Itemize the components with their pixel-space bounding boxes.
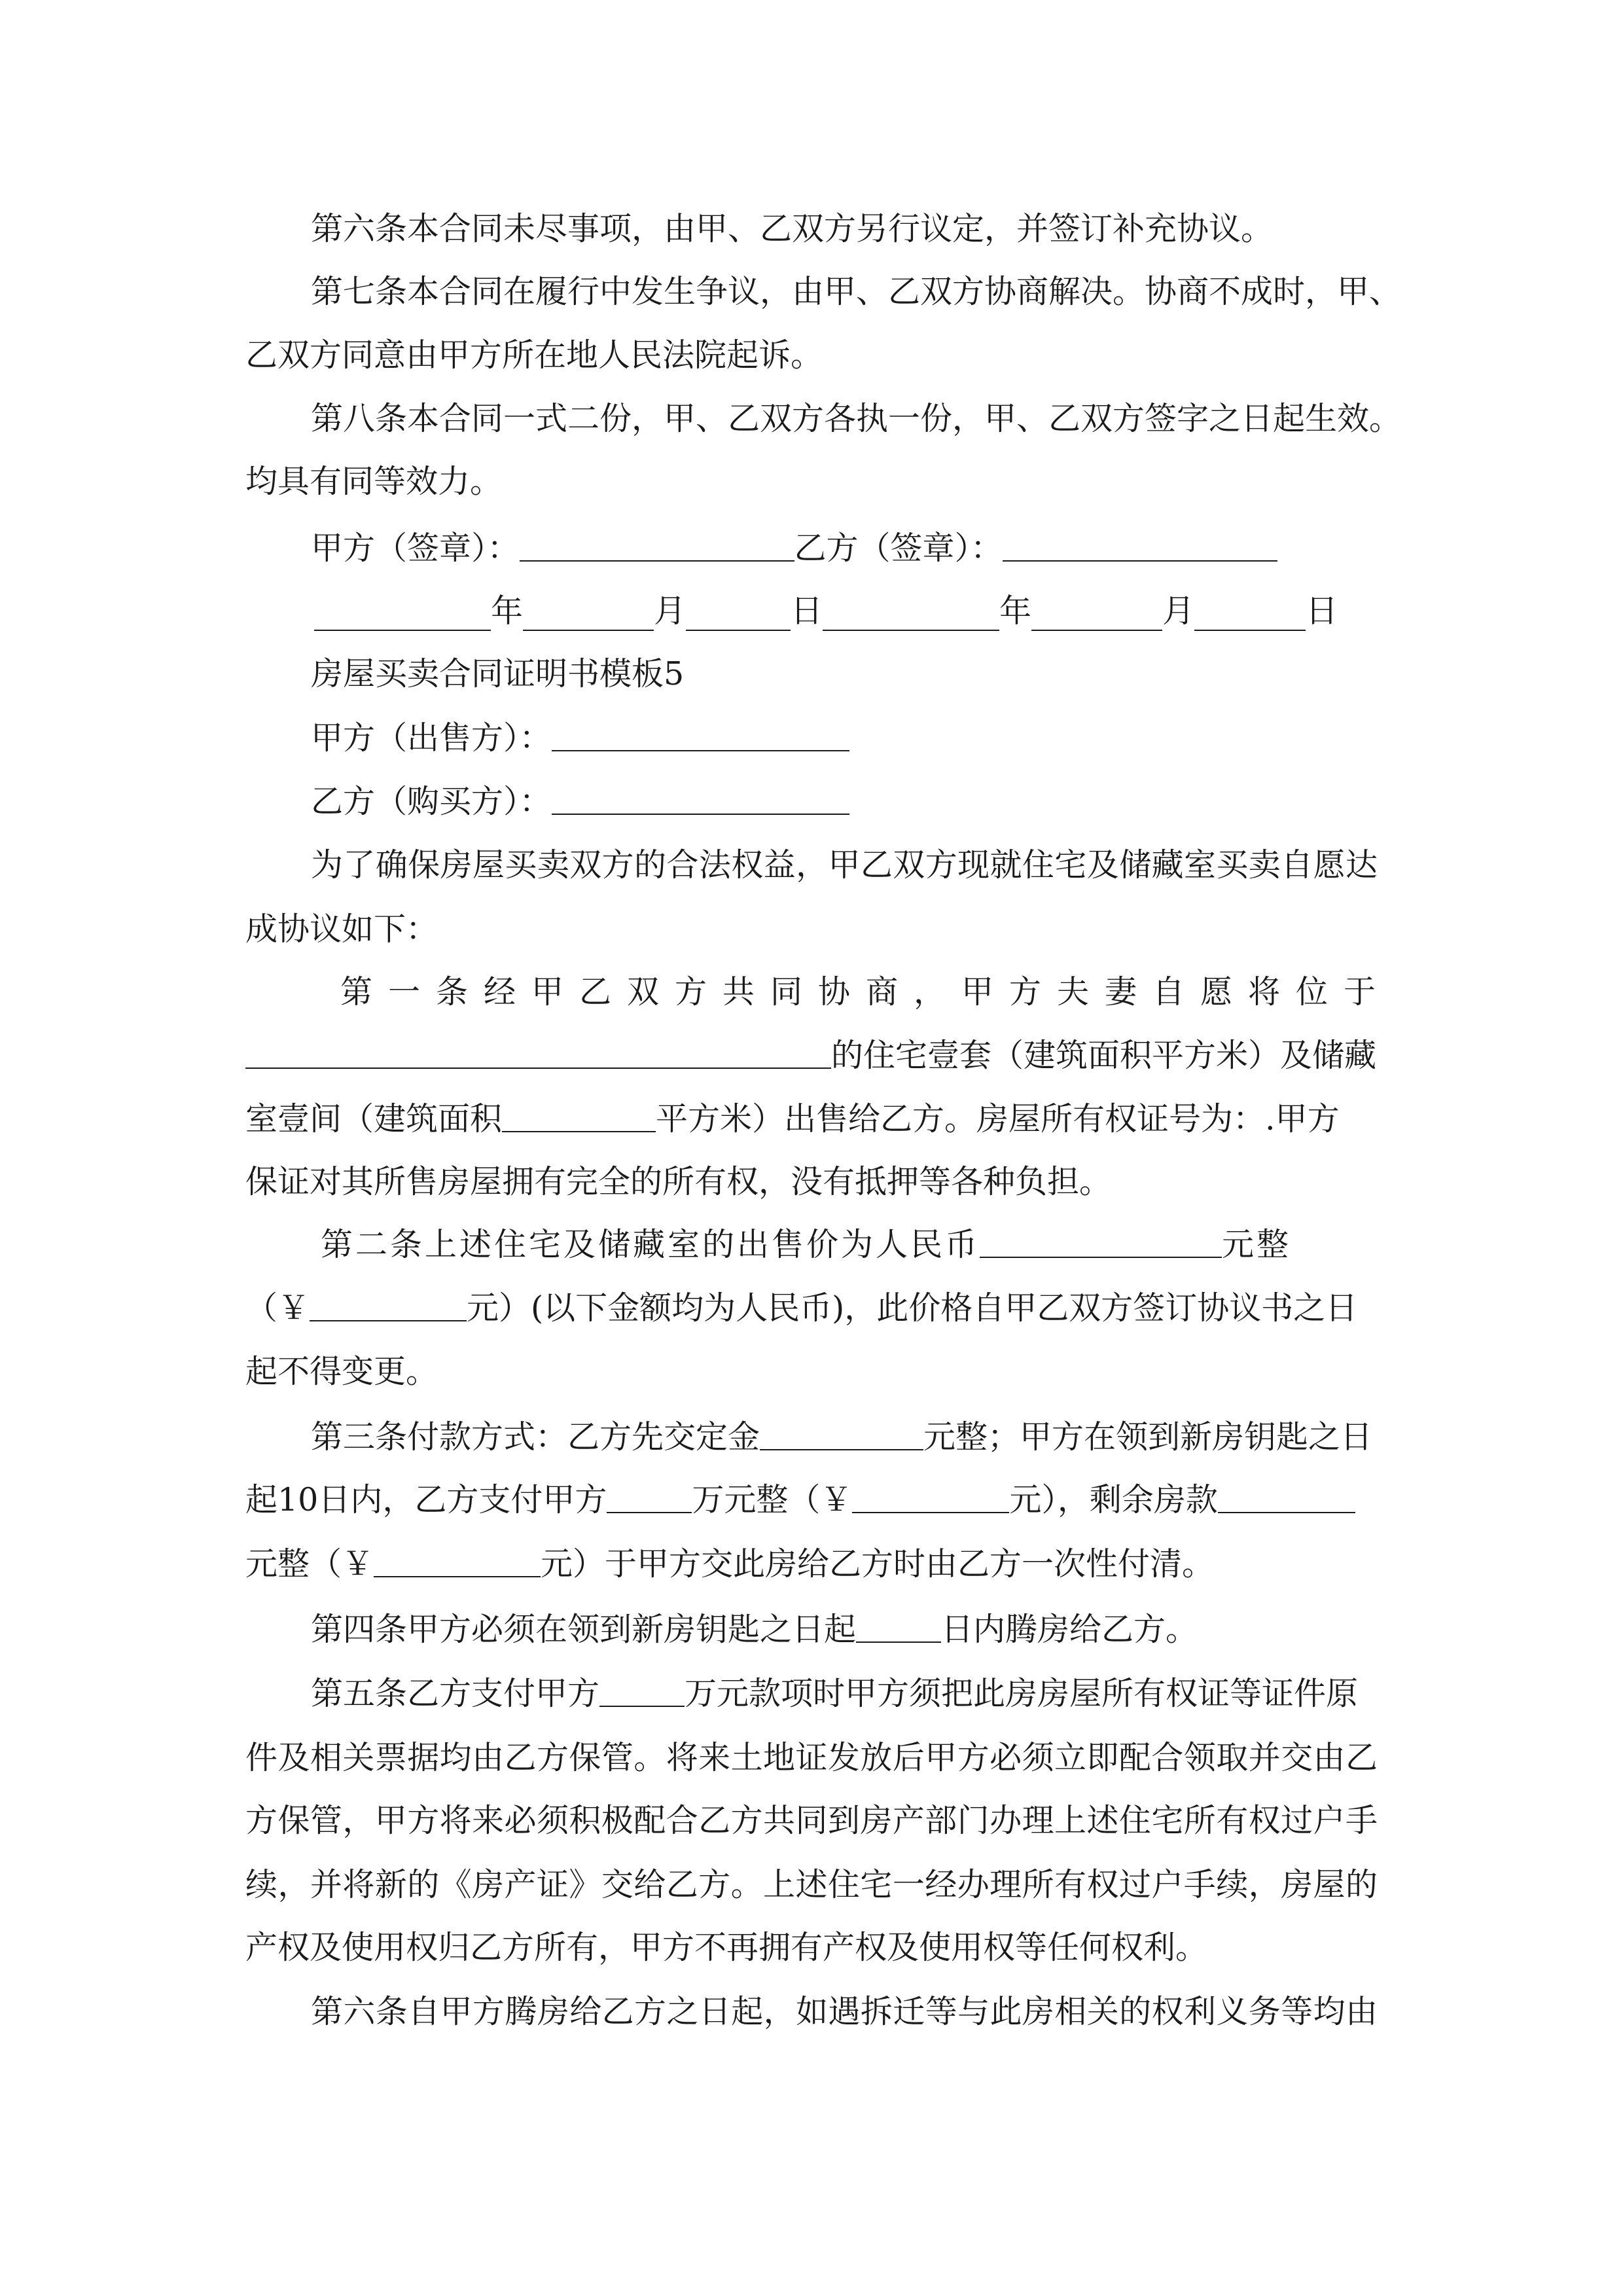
article-3-line-1: 第三条付款方式：乙方先交定金 元整；甲方在领到新房钥匙之日: [311, 1418, 1373, 1456]
seller-line: [311, 719, 1378, 758]
preamble-line-1: 为了确保房屋买卖双方的合法权益，甲乙双方现就住宅及储藏室买卖自愿达: [311, 846, 1378, 884]
article-1-line-1: 第一条经甲乙双方共同协商，甲方夫妻自愿将位于: [340, 973, 1392, 1011]
seller-label: 甲方（出售方）：: [311, 719, 552, 757]
article-5-line-5: 产权及使用权归乙方所有，甲方不再拥有产权及使用权等任何权利。: [245, 1929, 1208, 1966]
article-8-line-2: 均具有同等效力。: [245, 463, 503, 500]
party-b-signature-blank[interactable]: [1003, 531, 1277, 562]
article-6b-line-1: 第六条自甲方腾房给乙方之日起，如遇拆迁等与此房相关的权利义务等均由: [311, 1993, 1378, 2030]
seller-blank[interactable]: [552, 721, 849, 751]
article-6-line: 第六条本合同未尽事项，由甲、乙双方另行议定，并签订补充协议。: [311, 210, 1274, 247]
article-2-line-1: 第二条上述住宅及储藏室的出售价为人民币 元整: [321, 1226, 1292, 1263]
sale-price-figure-blank[interactable]: [310, 1291, 467, 1321]
deposit-blank[interactable]: [760, 1420, 923, 1450]
article-3-line-3: 元整（￥ 元）于甲方交此房给乙方时由乙方一次性付清。: [245, 1545, 1215, 1583]
party-b-year-blank[interactable]: [823, 601, 999, 631]
article-5-amount-blank[interactable]: [599, 1677, 685, 1707]
article-1-line-2: 的住宅壹套（建筑面积平方米）及储藏: [245, 1036, 1378, 1075]
payment-figure-blank[interactable]: [852, 1483, 1009, 1513]
article-5-line-3: 方保管，甲方将来必须积极配合乙方共同到房产部门办理上述住宅所有权过户手: [245, 1802, 1378, 1839]
buyer-blank[interactable]: [552, 785, 849, 815]
article-4-line: 第四条甲方必须在领到新房钥匙之日起 日内腾房给乙方。: [311, 1611, 1198, 1648]
article-5-line-2: 件及相关票据均由乙方保管。将来土地证发放后甲方必须立即配合领取并交由乙: [245, 1739, 1378, 1776]
date-line: 年 月 日 年 月 日: [314, 592, 1374, 631]
house-location-blank[interactable]: [245, 1039, 831, 1069]
preamble-line-2: 成协议如下：: [245, 910, 438, 948]
balance-blank[interactable]: [1218, 1483, 1355, 1513]
article-7-line-2: 乙双方同意由甲方所在地人民法院起诉。: [245, 336, 823, 374]
sale-price-blank[interactable]: [980, 1228, 1222, 1258]
article-1-line-3: 室壹间（建筑面积 平方米）出售给乙方。房屋所有权证号为：.甲方: [245, 1100, 1340, 1138]
article-8-line-1: 第八条本合同一式二份，甲、乙双方各执一份，甲、乙双方签字之日起生效。: [311, 400, 1402, 437]
party-a-month-blank[interactable]: [523, 601, 654, 631]
payment-10k-blank[interactable]: [607, 1483, 692, 1513]
party-b-signature-label: 乙方（签章）：: [794, 529, 1003, 567]
article-7-line-1: 第七条本合同在履行中发生争议，由甲、乙双方协商解决。协商不成时，甲、: [311, 273, 1402, 310]
article-5-line-4: 续，并将新的《房产证》交给乙方。上述住宅一经办理所有权过户手续，房屋的: [245, 1866, 1378, 1903]
buyer-label: 乙方（购买方）：: [311, 783, 552, 820]
balance-figure-blank[interactable]: [374, 1547, 541, 1577]
article-2-line-3: 起不得变更。: [245, 1353, 438, 1390]
article-3-line-2: 起10日内，乙方支付甲方 万元整（￥ 元），剩余房款: [245, 1480, 1378, 1520]
article-2-line-2: （￥ 元）(以下金额均为人民币)，此价格自甲乙双方签订协议书之日: [245, 1289, 1358, 1327]
party-a-day-blank[interactable]: [686, 601, 791, 631]
vacate-days-blank[interactable]: [856, 1613, 941, 1643]
signature-line: [311, 529, 1378, 568]
article-1-line-4: 保证对其所售房屋拥有完全的所有权，没有抵押等各种负担。: [245, 1163, 1112, 1200]
template-title: 房屋买卖合同证明书模板5: [311, 655, 685, 692]
party-a-signature-blank[interactable]: [520, 531, 794, 562]
party-b-month-blank[interactable]: [1031, 601, 1162, 631]
party-b-day-blank[interactable]: [1194, 601, 1306, 631]
party-a-year-blank[interactable]: [314, 601, 491, 631]
storage-area-blank[interactable]: [502, 1102, 656, 1132]
article-5-line-1: 第五条乙方支付甲方 万元款项时甲方须把此房房屋所有权证等证件原: [311, 1675, 1359, 1712]
buyer-line: [311, 782, 1378, 821]
party-a-signature-label: 甲方（签章）：: [311, 529, 520, 567]
